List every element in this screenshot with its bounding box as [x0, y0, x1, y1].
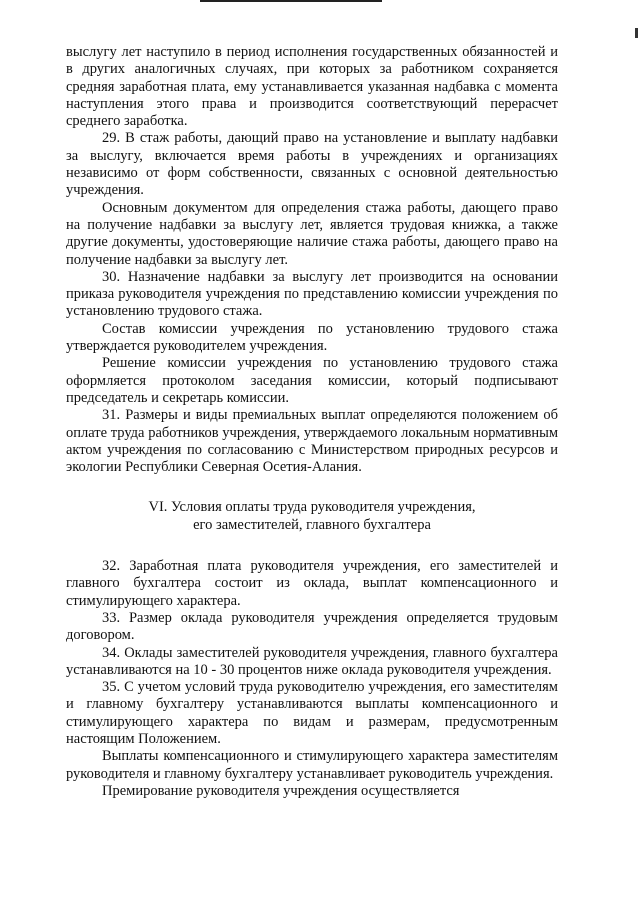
document-page	[66, 44, 558, 800]
paragraph-commission-decision: Решение комиссии учреждения по установлению трудового стажа оформляется протоколом заседания комиссии, который подписывают председатель и секретарь комиссии.	[66, 355, 558, 406]
paragraph-bonus: Премирование руководителя учреждения осуществляется	[102, 782, 460, 799]
paragraph-33: 33. Размер оклада руководителя учреждения определяется трудовым договором.	[66, 609, 558, 644]
paragraph-34: 34. Оклады заместителей руководителя учреждения, главного бухгалтера устанавливаются на 10 - 30 процентов ниже оклада руководителя учреждения.	[66, 644, 558, 678]
paragraph-continuation: выслугу лет наступило в период исполнения государственных обязанностей и в других аналогичных случаях, при которых за работником сохраняется средняя заработная плата, ему устанавливается указанная надбавка с момента наступления этого права и производится соответствующий перерасчет среднего заработка.	[66, 44, 558, 130]
paragraph-29: 29. В стаж работы, дающий право на установление и выплату надбавки за выслугу, включается время работы в учреждениях и организациях независимо от форм собственности, связанных с основной деятельностью учреждения.	[66, 130, 558, 199]
paragraph-35: 35. С учетом условий труда руководителю учреждения, его заместителям и главному бухгалтеру устанавливаются выплаты компенсационного и стимулирующего характера по видам и размерам, предусмотренным настоящим Положением.	[66, 679, 558, 747]
section-heading-line-2: его заместителей, главного бухгалтера	[193, 516, 431, 533]
paragraph-commission-composition: Состав комиссии учреждения по установлению трудового стажа утверждается руководителем учреждения.	[66, 320, 558, 355]
section-heading-line-1: VI. Условия оплаты труда руководителя учреждения,	[148, 499, 476, 516]
section-heading	[66, 499, 558, 534]
paragraph-30: 30. Назначение надбавки за выслугу лет производится на основании приказа руководителя учреждения по представлению комиссии учреждения по установлению трудового стажа.	[66, 268, 558, 320]
paragraph-payments: Выплаты компенсационного и стимулирующего характера заместителям руководителя и главному бухгалтеру устанавливает руководитель учреждения.	[66, 748, 558, 782]
paragraph-main-document: Основным документом для определения стажа работы, дающего право на получение надбавки за выслугу лет, является трудовая книжка, а также другие документы, удостоверяющие наличие стажа работы, дающего право на получение надбавки за выслугу лет.	[66, 199, 558, 268]
paragraph-31: 31. Размеры и виды премиальных выплат определяются положением об оплате труда работников учреждения, утверждаемого локальным нормативным актом учреждения по согласованию с Министерством природных ресурсов и экологии Республики Северная Осетия-Алания.	[66, 407, 558, 476]
paragraph-32: 32. Заработная плата руководителя учреждения, его заместителей и главного бухгалтера состоит из оклада, выплат компенсационного и стимулирующего характера.	[66, 558, 558, 609]
top-edge-line	[200, 0, 382, 2]
scan-edge-mark	[635, 28, 638, 38]
